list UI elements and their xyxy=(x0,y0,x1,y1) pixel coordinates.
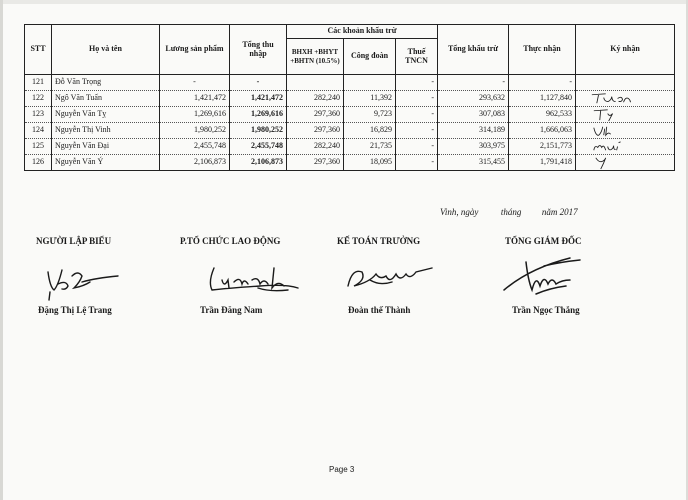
cell-total-income: 1,980,252 xyxy=(230,123,287,139)
cell-stt: 126 xyxy=(25,155,52,171)
cell-sign xyxy=(576,155,675,171)
role-labor-department: P.TỔ CHỨC LAO ĐỘNG xyxy=(180,236,281,246)
cell-union: 21,735 xyxy=(344,139,396,155)
table-row xyxy=(25,155,675,171)
handwritten-signature-tuan xyxy=(576,91,674,106)
cell-union: 11,392 xyxy=(344,91,396,107)
cell-union: 9,723 xyxy=(344,107,396,123)
header-total-deduction: Tổng khấu trừ xyxy=(438,25,509,75)
cell-name: Nguyễn Văn Đại xyxy=(52,139,160,155)
handwritten-signature-mui xyxy=(576,139,674,154)
cell-pit: - xyxy=(396,139,438,155)
page-number: Page 3 xyxy=(329,465,355,474)
cell-union: 16,829 xyxy=(344,123,396,139)
header-pit: Thuế TNCN xyxy=(396,39,438,75)
cell-total-income: 1,421,472 xyxy=(230,91,287,107)
cell-sign xyxy=(576,91,675,107)
cell-sign xyxy=(576,107,675,123)
cell-total-deduction: 314,189 xyxy=(438,123,509,139)
cell-total-income: 1,269,616 xyxy=(230,107,287,123)
cell-stt: 123 xyxy=(25,107,52,123)
cell-salary: 1,269,616 xyxy=(160,107,230,123)
signer-general-director: Trần Ngọc Thắng xyxy=(512,305,580,315)
table-row xyxy=(25,139,675,155)
table-row xyxy=(25,75,675,91)
cell-total-income: - xyxy=(230,75,287,91)
role-preparer: NGƯỜI LẬP BIỂU xyxy=(36,236,112,246)
cell-name: Nguyễn Thị Vinh xyxy=(52,123,160,139)
cell-net: 1,666,063 xyxy=(509,123,576,139)
date-city: Vinh, ngày xyxy=(440,207,479,217)
cell-stt: 125 xyxy=(25,139,52,155)
header-sign: Ký nhận xyxy=(576,25,675,75)
cell-salary: 1,980,252 xyxy=(160,123,230,139)
cell-stt: 122 xyxy=(25,91,52,107)
cell-insurance: 297,360 xyxy=(287,107,344,123)
signer-chief-accountant: Đoàn thế Thành xyxy=(348,305,411,315)
cell-pit: - xyxy=(396,123,438,139)
cell-union: 18,095 xyxy=(344,155,396,171)
cell-net: 1,791,418 xyxy=(509,155,576,171)
payroll-table xyxy=(24,24,675,171)
cell-salary: 2,455,748 xyxy=(160,139,230,155)
cell-name: Nguyễn Văn Tỵ xyxy=(52,107,160,123)
signature-labor-department xyxy=(200,258,310,302)
cell-total-income: 2,455,748 xyxy=(230,139,287,155)
cell-total-deduction: - xyxy=(438,75,509,91)
signature-preparer xyxy=(38,262,128,302)
cell-total-deduction: 303,975 xyxy=(438,139,509,155)
date-year: năm 2017 xyxy=(541,207,578,217)
cell-pit: - xyxy=(396,91,438,107)
cell-insurance: 297,360 xyxy=(287,123,344,139)
scan-edge-top xyxy=(0,0,688,4)
cell-total-deduction: 315,455 xyxy=(438,155,509,171)
role-general-director: TỔNG GIÁM ĐỐC xyxy=(505,236,582,246)
cell-net: - xyxy=(509,75,576,91)
role-chief-accountant: KẾ TOÁN TRƯỞNG xyxy=(337,236,421,246)
signature-chief-accountant xyxy=(340,260,450,300)
cell-salary: - xyxy=(160,75,230,91)
cell-name: Ngô Văn Tuấn xyxy=(52,91,160,107)
cell-insurance xyxy=(287,75,344,91)
cell-pit: - xyxy=(396,75,438,91)
cell-insurance: 282,240 xyxy=(287,139,344,155)
cell-insurance: 297,360 xyxy=(287,155,344,171)
table-row xyxy=(25,107,675,123)
header-salary: Lương sản phẩm xyxy=(160,25,230,75)
cell-total-deduction: 307,083 xyxy=(438,107,509,123)
signature-general-director xyxy=(500,250,610,302)
header-net: Thực nhận xyxy=(509,25,576,75)
header-stt: STT xyxy=(25,25,52,75)
cell-sign xyxy=(576,123,675,139)
handwritten-signature-y xyxy=(576,155,674,170)
date-line xyxy=(440,207,578,217)
cell-net: 1,127,840 xyxy=(509,91,576,107)
signer-preparer: Đặng Thị Lệ Trang xyxy=(38,305,112,315)
cell-stt: 124 xyxy=(25,123,52,139)
cell-pit: - xyxy=(396,155,438,171)
cell-name: Nguyễn Văn Ý xyxy=(52,155,160,171)
cell-salary: 2,106,873 xyxy=(160,155,230,171)
cell-union xyxy=(344,75,396,91)
cell-sign xyxy=(576,75,675,91)
cell-stt: 121 xyxy=(25,75,52,91)
cell-total-deduction: 293,632 xyxy=(438,91,509,107)
scan-edge-left xyxy=(0,0,3,500)
header-total-income: Tổng thu nhập xyxy=(230,25,287,75)
header-deductions-group: Các khoản khấu trừ xyxy=(287,25,438,39)
cell-name: Đỗ Văn Trọng xyxy=(52,75,160,91)
header-insurance: BHXH +BHYT +BHTN (10.5%) xyxy=(287,39,344,75)
signer-labor-department: Trần Đăng Nam xyxy=(200,305,263,315)
cell-insurance: 282,240 xyxy=(287,91,344,107)
cell-sign xyxy=(576,139,675,155)
handwritten-signature-ty xyxy=(576,107,674,122)
handwritten-signature-vinh xyxy=(576,123,674,138)
cell-pit: - xyxy=(396,107,438,123)
header-name: Họ và tên xyxy=(52,25,160,75)
cell-net: 2,151,773 xyxy=(509,139,576,155)
cell-net: 962,533 xyxy=(509,107,576,123)
table-row xyxy=(25,123,675,139)
cell-total-income: 2,106,873 xyxy=(230,155,287,171)
cell-salary: 1,421,472 xyxy=(160,91,230,107)
table-row xyxy=(25,91,675,107)
date-month: tháng xyxy=(500,207,522,217)
header-union: Công đoàn xyxy=(344,39,396,75)
